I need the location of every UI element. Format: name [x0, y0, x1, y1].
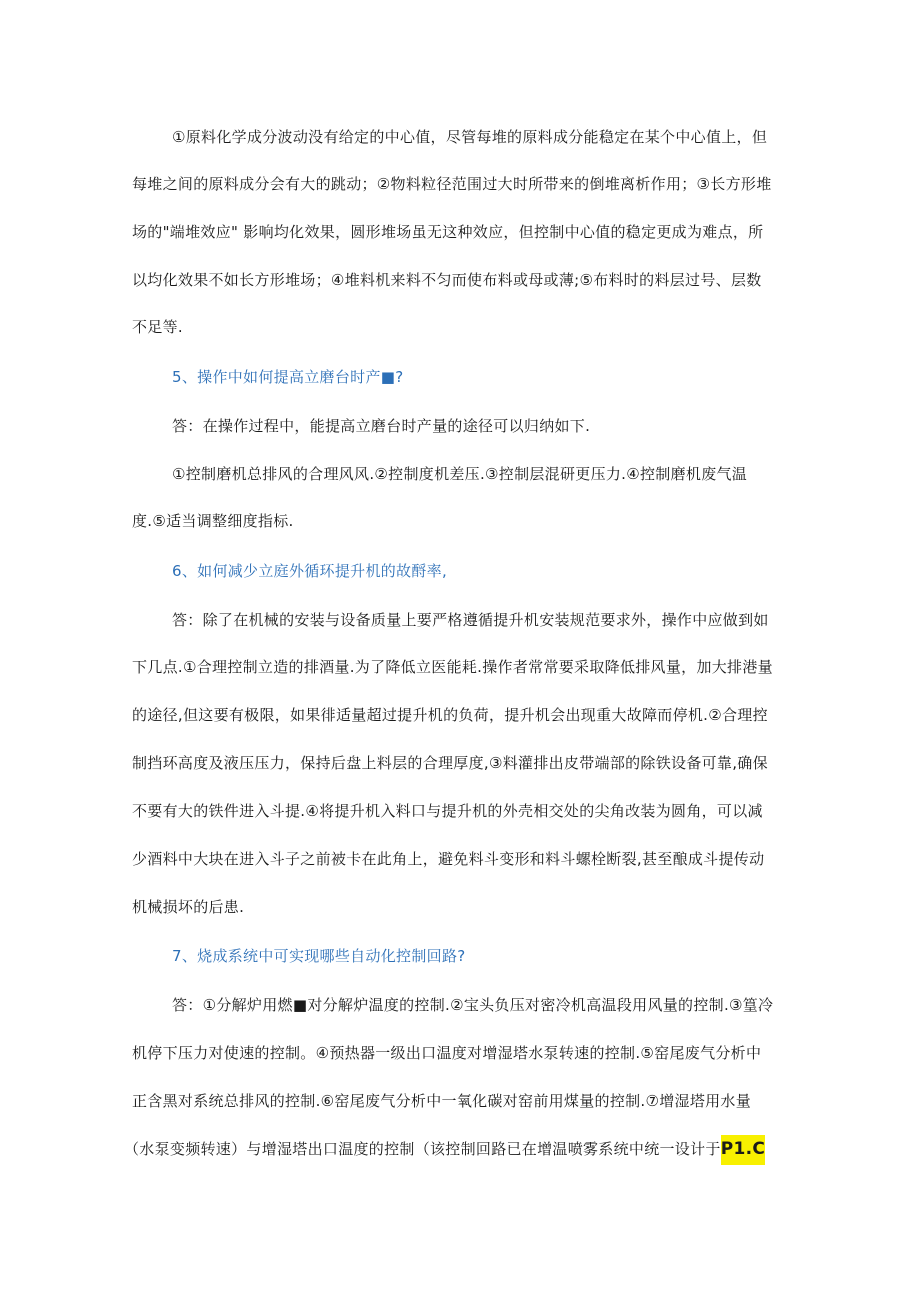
question-6-answer-line-6: 少酒料中大块在进入斗子之前被卡在此角上，避免料斗变形和料斗螺栓断裂,甚至酿成斗提传动	[132, 850, 765, 868]
question-6-answer-line-1: 答：除了在机械的安装与设备质量上要严格遵循提升机安装规范要求外，操作中应做到如	[172, 611, 769, 629]
paragraph-1-line-1: ①原料化学成分波动没有给定的中心值，尽管每堆的原料成分能稳定在某个中心值上，但	[172, 128, 768, 146]
question-5-answer-line-2: ①控制磨机总排风的合理风风.②控制度机差压.③控制层混研更压力.④控制磨机废气温	[172, 465, 748, 483]
paragraph-1-line-2: 每堆之间的原料成分会有大的跳动；②物料粒径范围过大时所带来的倒堆离析作用；③长方形堆	[132, 175, 772, 193]
question-6-answer-line-7: 机械损坏的后患.	[132, 898, 245, 916]
paragraph-1-line-4: 以均化效果不如长方形堆场；④堆料机来料不匀而使布料或母或薄;⑤布料时的料层过号、层数	[132, 271, 762, 289]
question-5-heading: 5、操作中如何提高立磨台时产■?	[172, 368, 404, 386]
question-6-answer-line-2: 下几点.①合理控制立造的排酒量.为了降低立医能耗.操作者常常要采取降低排风量，加大排港量	[132, 658, 773, 676]
question-6-answer-line-3: 的途径,但这要有极限，如果徘适量超过提升机的负荷，提升机会出现重大故障而停机.②合理控	[132, 706, 768, 724]
question-5-answer-line-3: 度.⑤适当调整细度指标.	[132, 512, 294, 530]
question-6-answer-line-5: 不要有大的铁件进入斗提.④将提升机入料口与提升机的外壳相交处的尖角改装为圆角，可以减	[132, 802, 763, 820]
question-6-answer-line-4: 制挡环高度及液压压力，保持后盘上料层的合理厚度,③料灌排出皮带端部的除铁设备可靠,确保	[132, 754, 768, 772]
question-7-answer-line-3: 正含黑对系统总排风的控制.⑥窑尾废气分析中一氧化碳对窑前用煤量的控制.⑦增湿塔用水量	[132, 1092, 752, 1110]
question-6-heading: 6、如何减少立庭外循环提升机的故酹率,	[172, 562, 448, 580]
paragraph-1-line-3: 场的"端堆效应" 影响均化效果，圆形堆场虽无这种效应，但控制中心值的稳定更成为难点，所	[132, 223, 764, 241]
question-7-answer-line-4	[124, 1138, 765, 1160]
question-7-answer-line-2: 机停下压力对使速的控制。④预热器一级出口温度对增湿塔水泵转速的控制.⑤窑尾废气分析中	[132, 1044, 762, 1062]
question-7-heading: 7、烧成系统中可实现哪些自动化控制回路?	[172, 947, 466, 965]
question-7-answer-line-4-text: （水泵变频转速）与增湿塔出口温度的控制（该控制回路已在增温喷雾系统中统一设计于	[124, 1140, 721, 1158]
paragraph-1-line-5: 不足等.	[132, 318, 183, 336]
highlighted-text: P1.C	[721, 1135, 765, 1165]
question-5-answer-line-1: 答：在操作过程中，能提高立磨台时产量的途径可以归纳如下.	[172, 417, 591, 435]
question-7-answer-line-1: 答：①分解炉用燃■对分解炉温度的控制.②宝头负压对密冷机高温段用风量的控制.③篁冷	[172, 996, 774, 1014]
